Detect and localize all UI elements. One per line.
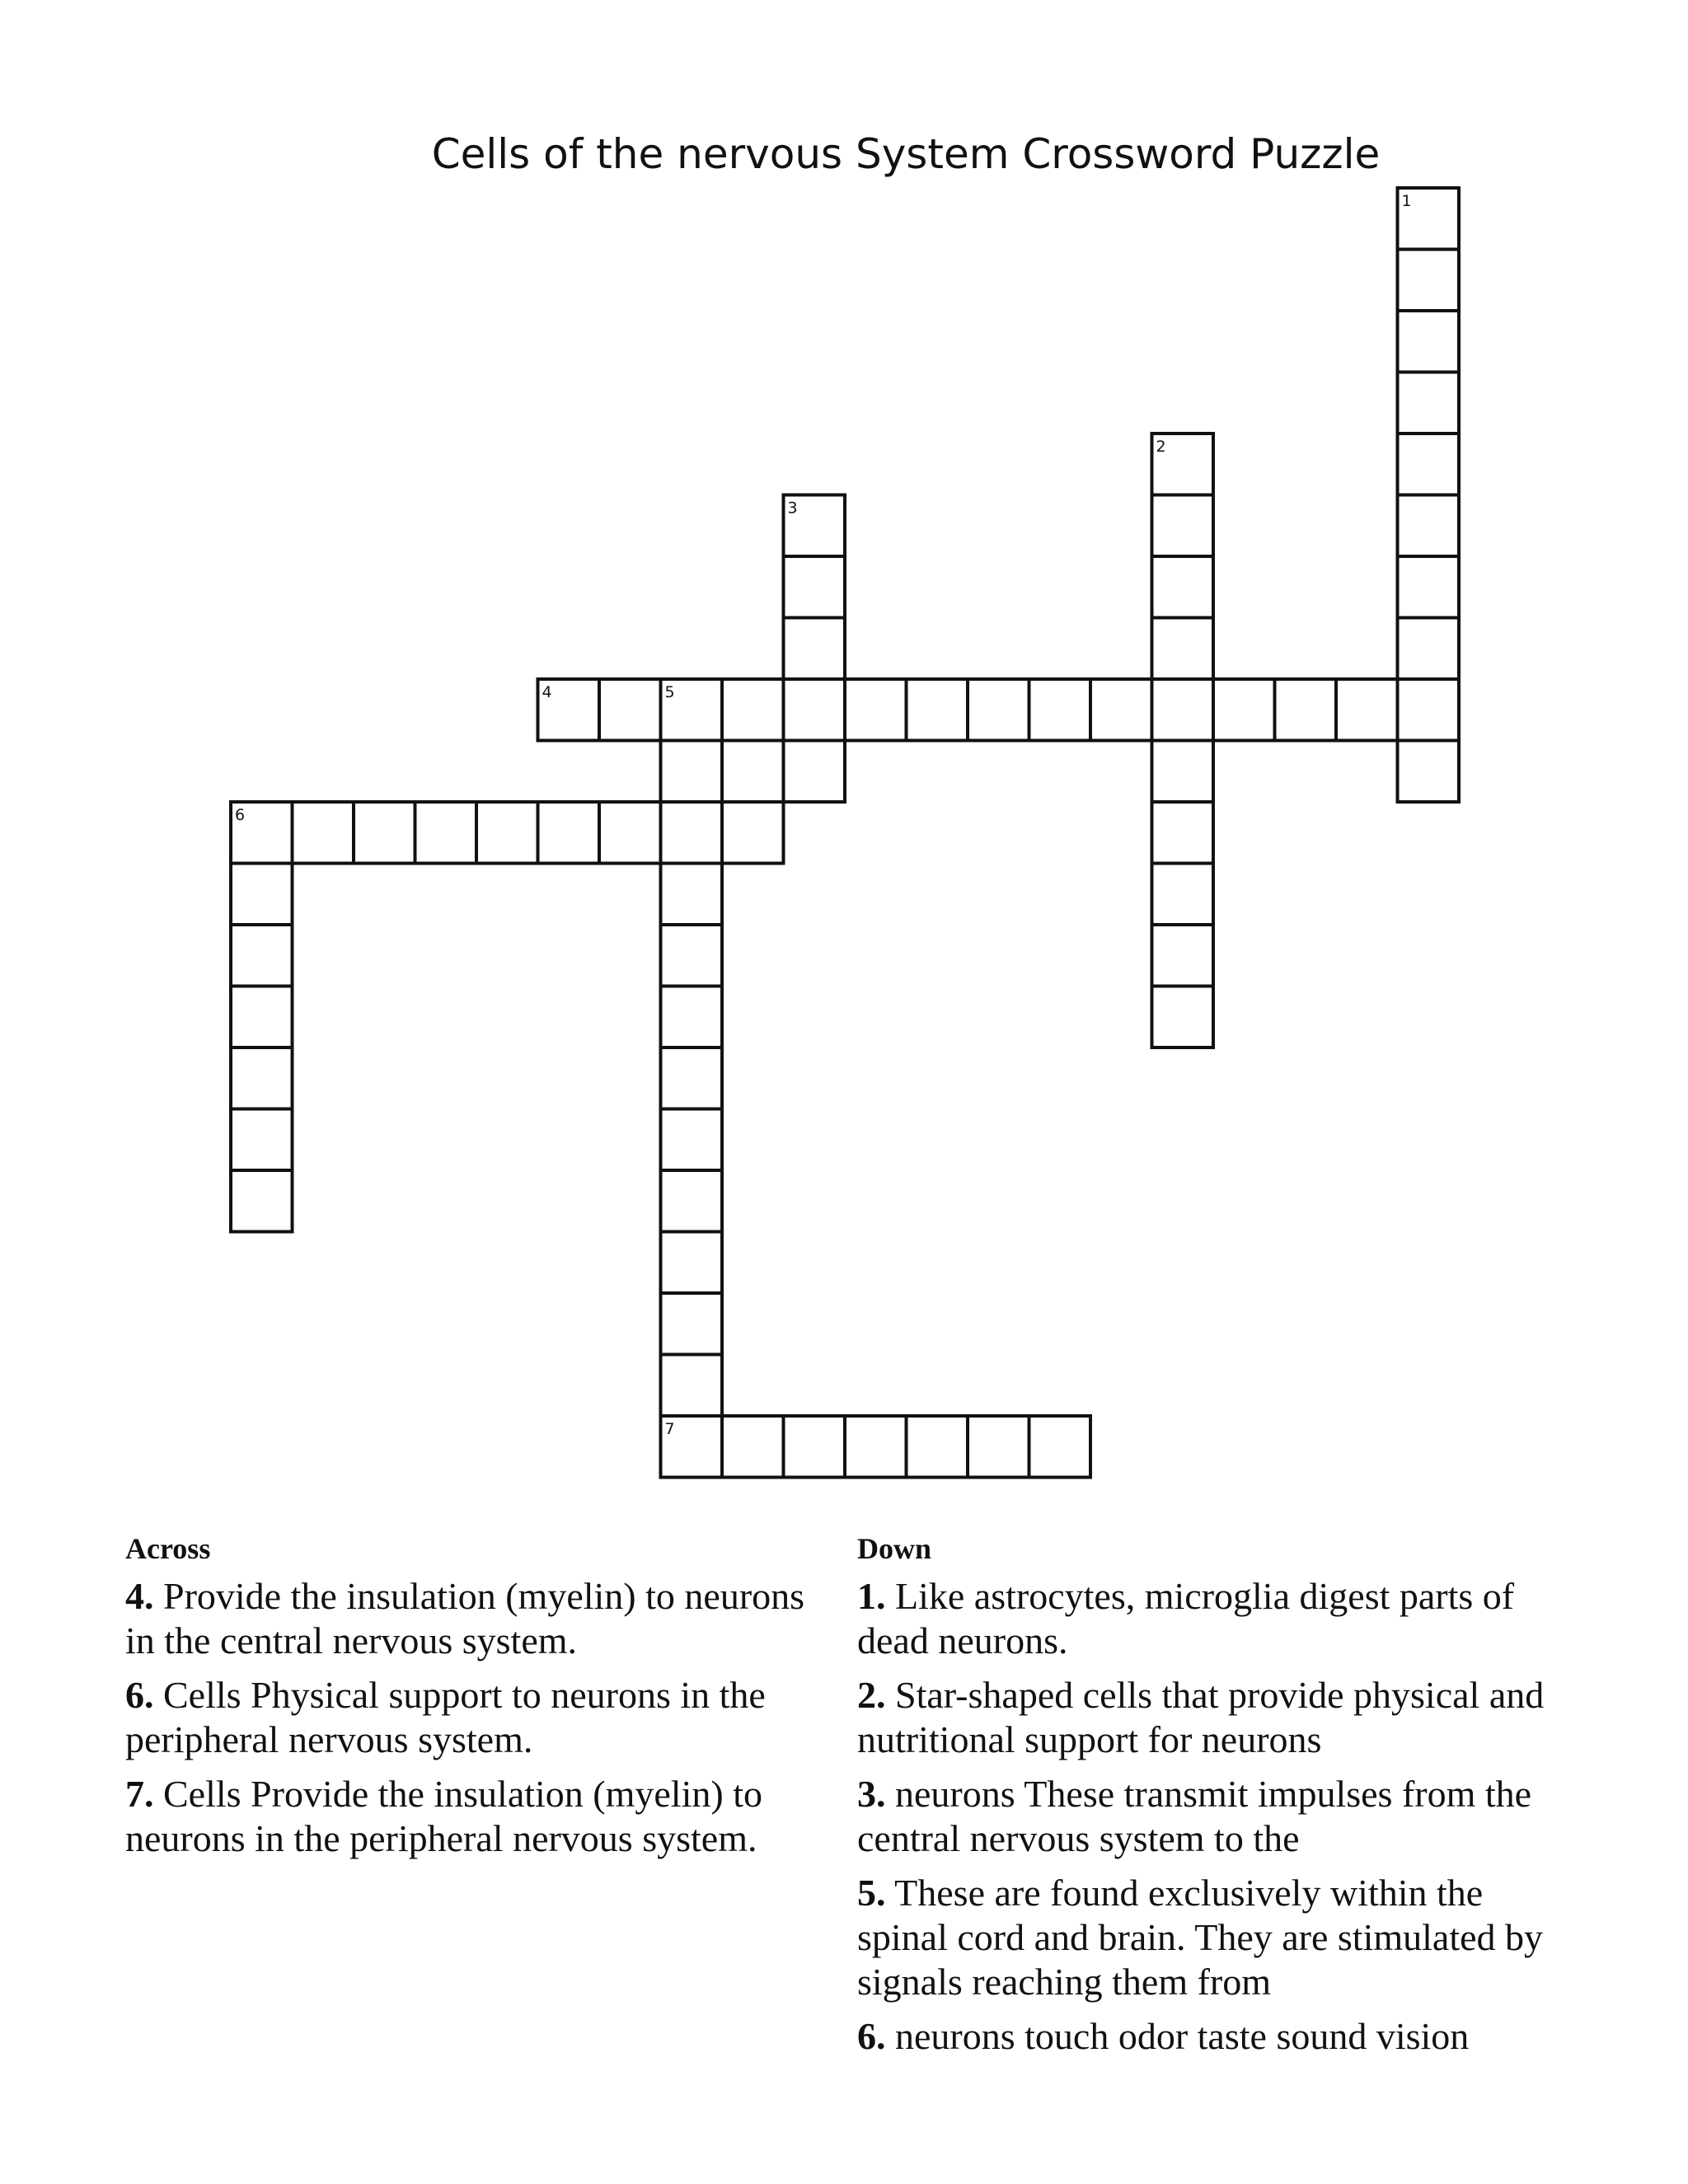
puzzle-title: Cells of the nervous System Crossword Puzzle	[431, 130, 1381, 178]
grid-cell[interactable]	[661, 679, 723, 741]
grid-cell[interactable]	[231, 925, 293, 987]
down-clues	[857, 1531, 1582, 2069]
grid-cell[interactable]	[661, 1232, 723, 1294]
grid-cell[interactable]	[784, 495, 846, 557]
grid-cell[interactable]	[784, 679, 846, 741]
down-clue-2: 2. Star-shaped cells that provide physical and nutritional support for neurons	[857, 1674, 1545, 1760]
grid-cell[interactable]	[661, 1416, 723, 1478]
grid-cell[interactable]	[231, 864, 293, 926]
cell-number: 4	[542, 683, 552, 701]
grid-cell[interactable]	[1398, 373, 1460, 434]
grid-cell[interactable]	[661, 1109, 723, 1171]
cell-number: 7	[664, 1420, 675, 1438]
grid-cell[interactable]	[599, 802, 661, 864]
grid-cell[interactable]	[1398, 618, 1460, 680]
grid-cell[interactable]	[1029, 1416, 1091, 1478]
grid-cell[interactable]	[1152, 434, 1214, 495]
grid-cell[interactable]	[231, 802, 293, 864]
grid-cell[interactable]	[1152, 495, 1214, 557]
grid-cell[interactable]	[845, 1416, 907, 1478]
grid-cell[interactable]	[784, 741, 846, 803]
grid-cell[interactable]	[538, 802, 600, 864]
grid-cell[interactable]	[1152, 864, 1214, 926]
across-clue-7: 7. Cells Provide the insulation (myelin) to neurons in the peripheral nervous system.	[125, 1773, 762, 1859]
grid-cell[interactable]	[722, 679, 784, 741]
grid-cell[interactable]	[661, 1047, 723, 1109]
grid-cell[interactable]	[1398, 434, 1460, 495]
grid-cell[interactable]	[1090, 679, 1152, 741]
grid-cell[interactable]	[661, 741, 723, 803]
grid-cell[interactable]	[722, 802, 784, 864]
grid-cell[interactable]	[1152, 925, 1214, 987]
grid-cell[interactable]	[599, 679, 661, 741]
grid-cell[interactable]	[845, 679, 907, 741]
grid-cell[interactable]	[661, 1355, 723, 1417]
grid-cell[interactable]	[661, 864, 723, 926]
grid-cell[interactable]	[538, 679, 600, 741]
grid-cell[interactable]	[661, 802, 723, 864]
grid-cell[interactable]	[293, 802, 354, 864]
cell-number: 1	[1401, 192, 1412, 210]
across-clue-4: 4. Provide the insulation (myelin) to neurons in the central nervous system.	[125, 1575, 805, 1661]
grid-cell[interactable]	[1152, 556, 1214, 618]
grid-cell[interactable]	[1398, 495, 1460, 557]
grid-cell[interactable]	[1398, 679, 1460, 741]
cell-number: 2	[1156, 438, 1166, 456]
grid-cell[interactable]	[661, 925, 723, 987]
across-clue-6: 6. Cells Physical support to neurons in the peripheral nervous system.	[125, 1674, 766, 1760]
grid-cell[interactable]	[1152, 802, 1214, 864]
grid-cell[interactable]	[1398, 556, 1460, 618]
grid-cell[interactable]	[1213, 679, 1275, 741]
cell-number: 6	[235, 806, 246, 824]
down-clue-6: 6. neurons touch odor taste sound vision	[857, 2015, 1470, 2057]
grid-cell[interactable]	[1275, 679, 1337, 741]
grid-cell[interactable]	[661, 987, 723, 1048]
cell-number: 3	[787, 499, 798, 518]
across-clues	[125, 1531, 834, 1871]
across-heading: Across	[125, 1532, 211, 1565]
grid-cell[interactable]	[1398, 311, 1460, 373]
grid-cell[interactable]	[784, 618, 846, 680]
grid-cell[interactable]	[784, 556, 846, 618]
grid-cell[interactable]	[661, 1170, 723, 1232]
cell-number: 5	[664, 683, 675, 701]
grid-cell[interactable]	[661, 1293, 723, 1355]
grid-cell[interactable]	[231, 1047, 293, 1109]
grid-cell[interactable]	[1152, 741, 1214, 803]
grid-cell[interactable]	[231, 1109, 293, 1171]
grid-cell[interactable]	[907, 1416, 968, 1478]
grid-cell[interactable]	[415, 802, 477, 864]
grid-cell[interactable]	[722, 741, 784, 803]
grid-cell[interactable]	[1152, 679, 1214, 741]
grid-cell[interactable]	[1398, 741, 1460, 803]
grid-cell[interactable]	[476, 802, 538, 864]
grid-cell[interactable]	[1336, 679, 1398, 741]
grid-cell[interactable]	[354, 802, 415, 864]
grid-cell[interactable]	[784, 1416, 846, 1478]
grid-cell[interactable]	[1152, 618, 1214, 680]
grid-cell[interactable]	[907, 679, 968, 741]
grid-cell[interactable]	[231, 987, 293, 1048]
grid-cell[interactable]	[231, 1170, 293, 1232]
grid-cell[interactable]	[1029, 679, 1091, 741]
down-clue-5: 5. These are found exclusively within the spinal cord and brain. They are stimulated by signals reaching them from	[857, 1872, 1544, 2003]
down-clue-1: 1. Like astrocytes, microglia digest parts of dead neurons.	[857, 1575, 1515, 1661]
grid-cell[interactable]	[1152, 987, 1214, 1048]
down-heading: Down	[857, 1532, 932, 1565]
grid-cell[interactable]	[1398, 188, 1460, 250]
grid-cell[interactable]	[722, 1416, 784, 1478]
grid-cell[interactable]	[968, 1416, 1029, 1478]
grid-cell[interactable]	[968, 679, 1029, 741]
grid-cell[interactable]	[1398, 250, 1460, 312]
down-clue-3: 3. neurons These transmit impulses from the central nervous system to the	[857, 1773, 1532, 1859]
